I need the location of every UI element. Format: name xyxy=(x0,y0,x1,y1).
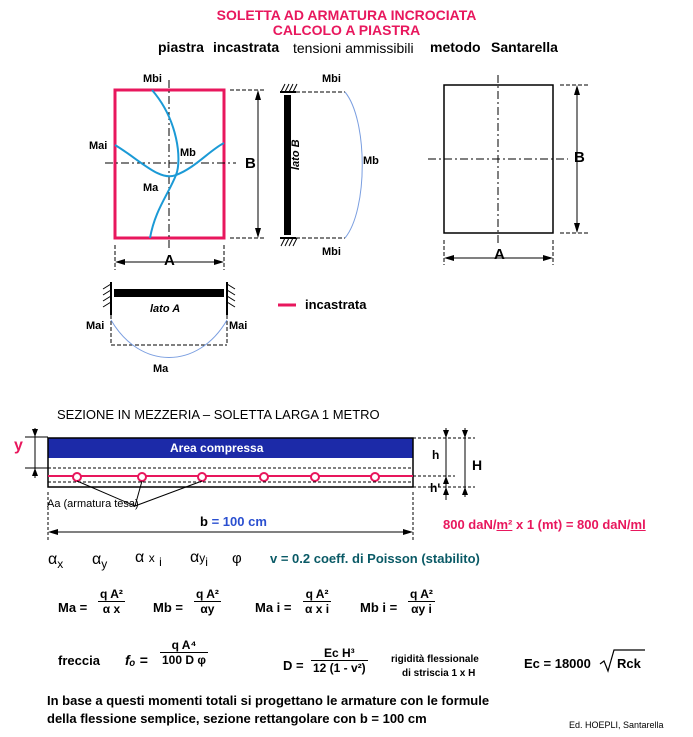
alpha-symbol: α xyxy=(48,551,58,568)
section-title: SEZIONE IN MEZZERIA – SOLETTA LARGA 1 METRO xyxy=(57,407,380,422)
label-mai: Mai xyxy=(89,140,108,152)
load-expression xyxy=(443,517,646,532)
rigidita-line1: rigidità flessionale xyxy=(391,654,479,665)
formula-d-fraction xyxy=(311,646,368,675)
alpha-symbol: α xyxy=(135,549,145,566)
footer-line1: In base a questi momenti totali si progettano le armature con le formule xyxy=(47,693,490,708)
subtitle-metodo: metodo xyxy=(430,39,481,55)
label-mai-right: Mai xyxy=(229,320,248,332)
d-label: D = xyxy=(283,658,304,673)
formula-mai-fraction xyxy=(303,587,331,616)
dim-H-arrow-top xyxy=(462,430,468,438)
label-ma: Ma xyxy=(143,182,159,194)
load-part3: x 1 (mt) = 800 daN/ xyxy=(512,517,631,532)
sub-y: y xyxy=(101,557,108,572)
subtitle-piastra: piastra xyxy=(158,39,204,55)
dim-H-arrow-bottom xyxy=(462,487,468,495)
beam-b-moment-curve xyxy=(345,92,362,238)
dim-h-arrow-mid xyxy=(443,476,449,484)
label-side-mb: Mb xyxy=(363,155,379,167)
fo-label: fₒ = xyxy=(125,652,148,668)
dim-y-arrow-bottom xyxy=(32,468,38,476)
label-b-symbol: b xyxy=(200,514,208,529)
label-lato-a: lato A xyxy=(150,303,181,315)
sub-x: x xyxy=(57,557,64,572)
label-mbi-top: Mbi xyxy=(143,73,162,85)
label-right-dim-a: A xyxy=(494,246,505,263)
title-line1: SOLETTA AD ARMATURA INCROCIATA xyxy=(216,7,477,23)
label-armatura: Aa (armatura tesa) xyxy=(47,498,139,510)
sub-xi: x xyxy=(148,551,155,565)
rigidita-line2: di striscia 1 x H xyxy=(402,668,476,679)
formula-ma-fraction xyxy=(98,587,125,616)
num: q A⁴ xyxy=(160,638,208,653)
num: q A² xyxy=(303,587,331,602)
coef-alpha-y xyxy=(92,551,107,571)
coef-alpha-yi xyxy=(190,549,208,569)
label-h: h xyxy=(432,448,440,462)
dim-b-section-arrow-left xyxy=(48,529,58,535)
label-h-prime: h' xyxy=(430,481,441,495)
alpha-symbol: α xyxy=(190,549,200,566)
label-b xyxy=(200,514,267,529)
label-H: H xyxy=(472,457,483,473)
subtitle-tensioni: tensioni ammissibili xyxy=(293,40,414,56)
legend-incastrata: incastrata xyxy=(305,297,367,312)
curve-mb-moment xyxy=(150,90,178,238)
formula-mai-label: Ma i = xyxy=(255,600,292,615)
load-part4: ml xyxy=(630,517,646,532)
subtitle-santarella: Santarella xyxy=(491,39,558,55)
subtitle-incastrata: incastrata xyxy=(213,39,280,55)
den: α x i xyxy=(305,602,330,616)
label-mb: Mb xyxy=(180,147,196,159)
sub-i: i xyxy=(205,555,208,570)
label-dim-a: A xyxy=(164,252,175,269)
den: α x xyxy=(102,602,121,616)
beam-a xyxy=(114,289,224,297)
title-line2: CALCOLO A PIASTRA xyxy=(272,22,421,38)
formula-mbi-fraction xyxy=(408,587,435,616)
label-side-ma: Ma xyxy=(153,363,169,375)
freccia-label: freccia xyxy=(58,653,100,668)
formula-mb-label: Mb = xyxy=(153,600,183,615)
num: q A² xyxy=(410,587,433,601)
beam-a-hatch-right xyxy=(227,284,235,307)
dim-h-arrow-top xyxy=(443,430,449,438)
right-dim-a-arrow-left xyxy=(444,255,454,261)
right-dim-b-arrow-top xyxy=(574,85,580,95)
label-lato-b: lato B xyxy=(290,139,302,170)
coef-alpha-xi xyxy=(135,549,162,569)
alpha-symbol: α xyxy=(92,551,102,568)
right-dim-b-arrow-bottom xyxy=(574,223,580,233)
dim-hp-arrow xyxy=(443,487,449,495)
sub-yi: y xyxy=(199,551,206,565)
formula-mbi-label: Mb i = xyxy=(360,600,398,615)
beam-a-hatch-left xyxy=(103,284,111,307)
label-dim-b: B xyxy=(245,155,256,172)
label-area-compressa: Area compressa xyxy=(170,441,264,455)
formula-ma-label: Ma = xyxy=(58,600,88,615)
footer-line2: della flessione semplice, sezione rettangolare con b = 100 cm xyxy=(47,711,427,726)
num: Ec H³ xyxy=(311,646,368,661)
dim-a-arrow-right xyxy=(214,259,224,265)
sub-i: i xyxy=(159,555,162,570)
num: q A² xyxy=(100,587,123,601)
right-dim-a-arrow-right xyxy=(543,255,553,261)
beam-a-moment-curve xyxy=(111,320,227,358)
ec-label: Ec = 18000 xyxy=(524,656,591,671)
dim-b-arrow-bottom xyxy=(255,228,261,238)
label-right-dim-b: B xyxy=(574,149,585,166)
beam-b-hatch-top xyxy=(281,84,297,92)
label-side-mbi-top: Mbi xyxy=(322,73,341,85)
label-b-value: = 100 cm xyxy=(211,514,267,529)
num: q A² xyxy=(196,587,219,601)
den: αy xyxy=(200,602,215,616)
rck-label: Rck xyxy=(617,656,641,671)
load-part1: 800 daN/ xyxy=(443,517,497,532)
formula-fo-fraction xyxy=(160,638,208,667)
label-y: y xyxy=(14,437,23,454)
coef-phi: φ xyxy=(232,550,242,567)
dim-y-arrow-top xyxy=(32,429,38,437)
dim-a-arrow-left xyxy=(115,259,125,265)
dim-b-arrow-top xyxy=(255,90,261,100)
leader-3 xyxy=(135,481,202,506)
coef-alpha-x xyxy=(48,551,63,571)
label-side-mbi-bottom: Mbi xyxy=(322,246,341,258)
footer-credit: Ed. HOEPLI, Santarella xyxy=(569,720,664,730)
dim-b-section-arrow-right xyxy=(403,529,413,535)
formula-mb-fraction xyxy=(194,587,221,616)
den: αy i xyxy=(411,602,432,616)
den: 100 D φ xyxy=(162,653,206,667)
den: 12 (1 - v²) xyxy=(313,661,366,675)
beam-b-hatch-bottom xyxy=(281,238,297,246)
label-mai-left: Mai xyxy=(86,320,105,332)
poisson-text: v = 0.2 coeff. di Poisson (stabilito) xyxy=(270,551,480,566)
load-part2: m² xyxy=(496,517,513,532)
